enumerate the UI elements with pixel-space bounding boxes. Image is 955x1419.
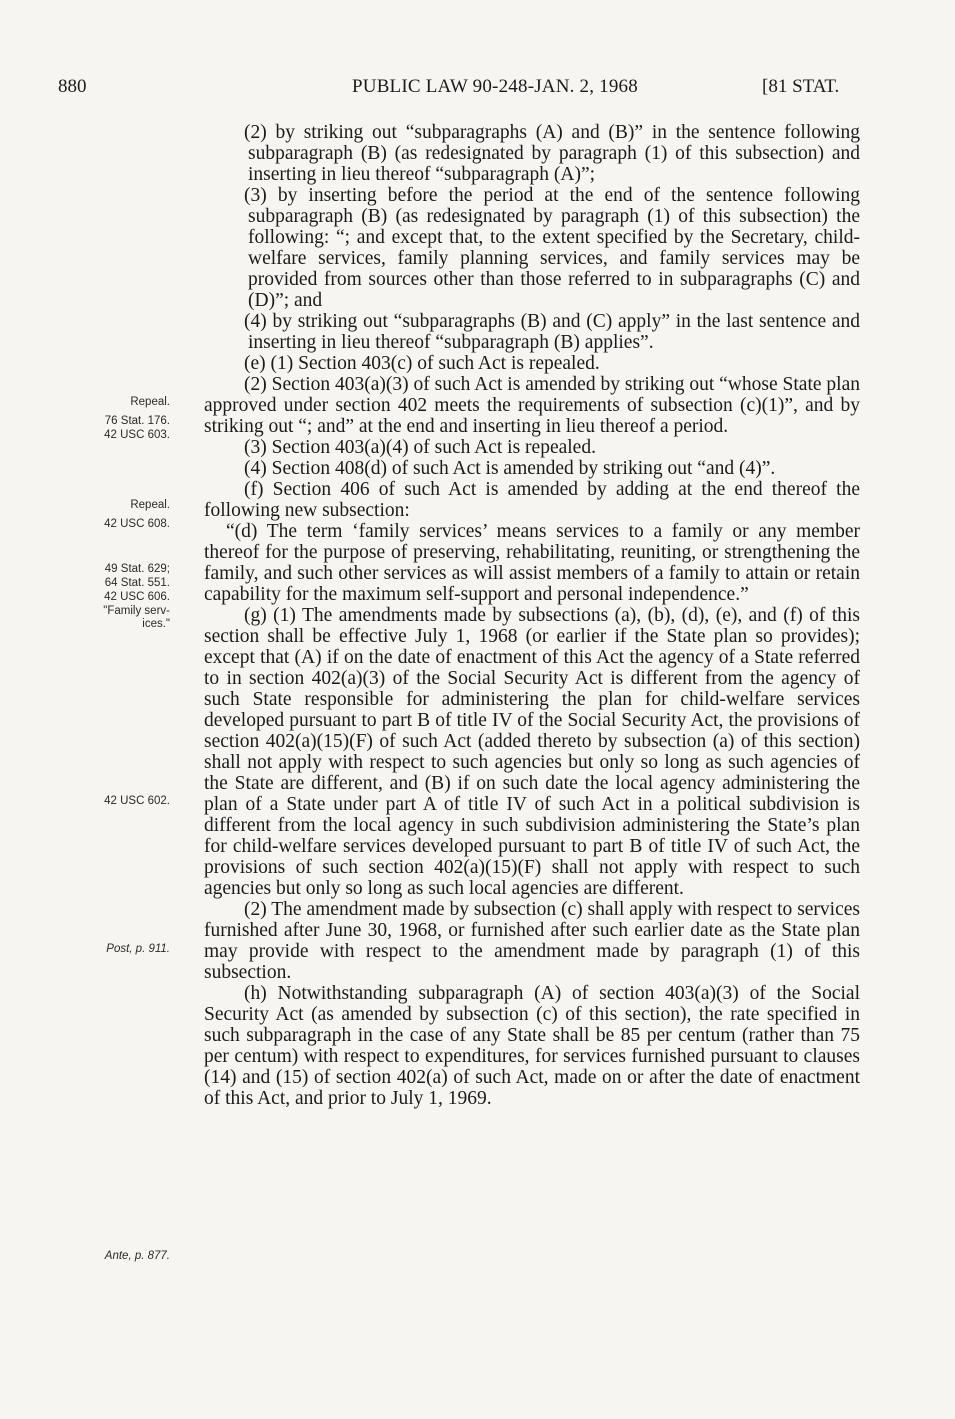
margin-note-citation: 42 USC 603. xyxy=(104,429,170,441)
paragraph: (4) Section 408(d) of such Act is amended by striking out “and (4)”. xyxy=(244,458,776,479)
margin-note-citation: 42 USC 606. xyxy=(104,591,170,603)
margin-note-definition: ices." xyxy=(142,618,170,630)
statute-reference: [81 STAT. xyxy=(762,76,840,97)
quoted-definition: “(d) The term ‘family services’ means services to a family or any member thereof for the purpose of preserving, rehabilitating, reuniting, or strengthening the family, and such other services as will assist members of a family to attain or retain capability for the maximum self-support and personal independence.” xyxy=(204,521,860,605)
margin-note-citation: 42 USC 608. xyxy=(104,518,170,530)
paragraph: (3) Section 403(a)(4) of such Act is repealed. xyxy=(244,437,596,458)
page-number: 880 xyxy=(58,76,87,97)
paragraph: (4) by striking out “subparagraphs (B) and (C) apply” in the last sentence and inserting in lieu thereof “subparagraph (B) applies”. xyxy=(244,311,860,353)
margin-note-citation: 64 Stat. 551. xyxy=(104,577,170,589)
margin-note-citation: 42 USC 602. xyxy=(104,795,170,807)
paragraph: (g) (1) The amendments made by subsections (a), (b), (d), (e), and (f) of this section shall be effective July 1, 1968 (or earlier if the State plan so provides); except that (A) if on the date of enactment of this Act the agency of a State referred to in section 402(a)(3) of the Social Security Act is different from the agency of such State responsible for administering the plan for child-welfare services developed pursuant to part B of title IV of the Social Security Act, the provisions of section 402(a)(15)(F) of such Act (added thereto by subsection (a) of this section) shall not apply with respect to such agencies but only so long as such agencies of the State are different, and (B) if on such date the local agency administering the plan of a State under part A of title IV of such Act in a political subdivision is different from the local agency in such subdivision administering the State’s plan for child-welfare services developed pursuant to part B of title IV of such Act, the provisions of such section 402(a)(15)(F) shall not apply with respect to such agencies but only so long as such local agencies are different. xyxy=(204,605,860,899)
margin-note-repeal: Repeal. xyxy=(130,499,170,511)
paragraph: (3) by inserting before the period at the end of the sentence following subparagraph (B) (as redesignated by paragraph (1) of this subsection) the following: “; and except that, to the extent specified by the Secretary, child-welfare services, family planning services, and family services may be provided from sources other than those referred to in subparagraphs (C) and (D)”; and xyxy=(244,185,860,311)
margin-note-crossref: Ante, p. 877. xyxy=(104,1250,170,1262)
margin-note-definition: "Family serv- xyxy=(103,605,170,617)
margin-note-citation: 49 Stat. 629; xyxy=(104,563,170,575)
margin-notes xyxy=(0,0,200,1419)
paragraph: (h) Notwithstanding subparagraph (A) of section 403(a)(3) of the Social Security Act (as amended by subsection (c) of this section), the rate specified in such subparagraph in the case of any State shall be 85 per centum (rather than 75 per centum) with respect to expenditures, for services furnished pursuant to clauses (14) and (15) of section 402(a) of such Act, made on or after the date of enactment of this Act, and prior to July 1, 1969. xyxy=(204,983,860,1109)
paragraph: (e) (1) Section 403(c) of such Act is repealed. xyxy=(244,353,600,374)
paragraph: (2) by striking out “subparagraphs (A) and (B)” in the sentence following subparagraph (B) (as redesignated by paragraph (1) of this subsection) and inserting in lieu thereof “subparagraph (A)”; xyxy=(244,122,860,185)
body-text xyxy=(204,122,860,1109)
paragraph: (f) Section 406 of such Act is amended by adding at the end thereof the following new subsection: xyxy=(204,479,860,521)
margin-note-repeal: Repeal. xyxy=(130,396,170,408)
paragraph: (2) The amendment made by subsection (c) shall apply with respect to services furnished after June 30, 1968, or furnished after such earlier date as the State plan may provide with respect to the amendment made by paragraph (1) of this subsection. xyxy=(204,899,860,983)
margin-note-crossref: Post, p. 911. xyxy=(106,943,170,955)
running-title: PUBLIC LAW 90-248-JAN. 2, 1968 xyxy=(352,76,638,97)
margin-note-citation: 76 Stat. 176. xyxy=(104,415,170,427)
paragraph: (2) Section 403(a)(3) of such Act is amended by striking out “whose State plan approved under section 402 meets the requirements of subsection (c)(1)”, and by striking out “; and” at the end and inserting in lieu thereof a period. xyxy=(204,374,860,437)
